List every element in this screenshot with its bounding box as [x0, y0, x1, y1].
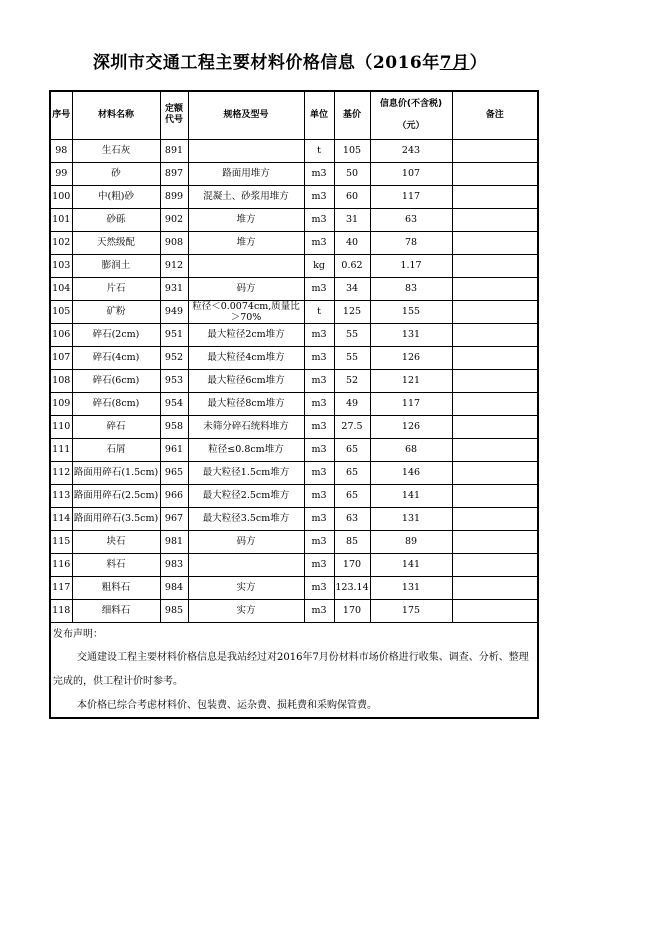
cell-price: 107: [370, 162, 452, 185]
cell-unit: m3: [304, 392, 334, 415]
table-row: [50, 392, 538, 415]
cell-seq: 107: [50, 346, 72, 369]
cell-name: 粗料石: [72, 576, 160, 599]
cell-base: 60: [334, 185, 370, 208]
cell-base: 49: [334, 392, 370, 415]
cell-price: 131: [370, 507, 452, 530]
cell-seq: 108: [50, 369, 72, 392]
col-base: 基价: [334, 91, 370, 139]
cell-spec: 粒径＜0.0074cm,质量比＞70%: [188, 300, 304, 323]
table-row: [50, 599, 538, 622]
cell-code: 981: [160, 530, 188, 553]
cell-base: 65: [334, 438, 370, 461]
cell-price: 131: [370, 576, 452, 599]
cell-note: [452, 162, 538, 185]
cell-seq: 112: [50, 461, 72, 484]
table-row: [50, 254, 538, 277]
cell-note: [452, 576, 538, 599]
cell-price: 141: [370, 484, 452, 507]
cell-spec: 最大粒径4cm堆方: [188, 346, 304, 369]
col-spec: 规格及型号: [188, 91, 304, 139]
table-row: [50, 277, 538, 300]
col-note: 备注: [452, 91, 538, 139]
cell-seq: 100: [50, 185, 72, 208]
cell-spec: 混凝土、砂浆用堆方: [188, 185, 304, 208]
cell-name: 路面用碎石(2.5cm): [72, 484, 160, 507]
cell-price: 78: [370, 231, 452, 254]
table-row: [50, 438, 538, 461]
table-row: [50, 208, 538, 231]
cell-code: 967: [160, 507, 188, 530]
cell-unit: m3: [304, 208, 334, 231]
cell-seq: 117: [50, 576, 72, 599]
cell-note: [452, 231, 538, 254]
cell-base: 170: [334, 553, 370, 576]
cell-note: [452, 553, 538, 576]
cell-note: [452, 530, 538, 553]
table-row: [50, 530, 538, 553]
cell-note: [452, 507, 538, 530]
cell-seq: 118: [50, 599, 72, 622]
cell-spec: 码方: [188, 530, 304, 553]
cell-code: 908: [160, 231, 188, 254]
cell-code: 931: [160, 277, 188, 300]
cell-price: 146: [370, 461, 452, 484]
cell-price: 83: [370, 277, 452, 300]
cell-seq: 111: [50, 438, 72, 461]
footer-para2: 本价格已综合考虑材料价、包装费、运杂费、损耗费和采购保管费。: [50, 694, 538, 718]
cell-spec: 最大粒径6cm堆方: [188, 369, 304, 392]
cell-seq: 99: [50, 162, 72, 185]
col-code: 定额 代号: [160, 91, 188, 139]
col-seq: 序号: [50, 91, 72, 139]
cell-base: 40: [334, 231, 370, 254]
table-row: [50, 553, 538, 576]
cell-price: 141: [370, 553, 452, 576]
table-row: [50, 162, 538, 185]
cell-price: 121: [370, 369, 452, 392]
cell-name: 碎石: [72, 415, 160, 438]
cell-base: 52: [334, 369, 370, 392]
cell-base: 65: [334, 461, 370, 484]
cell-unit: m3: [304, 346, 334, 369]
cell-unit: t: [304, 300, 334, 323]
cell-code: 953: [160, 369, 188, 392]
cell-unit: m3: [304, 323, 334, 346]
cell-code: 958: [160, 415, 188, 438]
cell-base: 125: [334, 300, 370, 323]
cell-base: 123.14: [334, 576, 370, 599]
cell-note: [452, 415, 538, 438]
cell-seq: 101: [50, 208, 72, 231]
table-row: [50, 576, 538, 599]
cell-note: [452, 461, 538, 484]
col-unit: 单位: [304, 91, 334, 139]
cell-code: 983: [160, 553, 188, 576]
cell-unit: m3: [304, 277, 334, 300]
cell-unit: m3: [304, 162, 334, 185]
cell-base: 63: [334, 507, 370, 530]
cell-name: 块石: [72, 530, 160, 553]
cell-spec: [188, 254, 304, 277]
cell-seq: 109: [50, 392, 72, 415]
cell-unit: m3: [304, 599, 334, 622]
cell-base: 55: [334, 346, 370, 369]
cell-code: 891: [160, 139, 188, 162]
cell-seq: 110: [50, 415, 72, 438]
cell-base: 105: [334, 139, 370, 162]
cell-price: 131: [370, 323, 452, 346]
cell-note: [452, 139, 538, 162]
cell-name: 膨润土: [72, 254, 160, 277]
cell-price: 117: [370, 185, 452, 208]
cell-unit: m3: [304, 507, 334, 530]
cell-code: 912: [160, 254, 188, 277]
table-row: [50, 323, 538, 346]
cell-spec: 未筛分碎石统料堆方: [188, 415, 304, 438]
cell-price: 1.17: [370, 254, 452, 277]
cell-name: 料石: [72, 553, 160, 576]
cell-code: 984: [160, 576, 188, 599]
cell-name: 碎石(2cm): [72, 323, 160, 346]
table-row: [50, 300, 538, 323]
cell-note: [452, 277, 538, 300]
cell-note: [452, 208, 538, 231]
cell-price: 243: [370, 139, 452, 162]
cell-code: 985: [160, 599, 188, 622]
cell-spec: 堆方: [188, 208, 304, 231]
cell-seq: 102: [50, 231, 72, 254]
cell-spec: 实方: [188, 599, 304, 622]
table-row: [50, 139, 538, 162]
cell-price: 68: [370, 438, 452, 461]
cell-price: 155: [370, 300, 452, 323]
cell-base: 34: [334, 277, 370, 300]
col-price: 信息价(不含税) （元）: [370, 91, 452, 139]
cell-base: 50: [334, 162, 370, 185]
cell-spec: 最大粒径2.5cm堆方: [188, 484, 304, 507]
cell-base: 55: [334, 323, 370, 346]
cell-note: [452, 346, 538, 369]
table-row: [50, 369, 538, 392]
cell-price: 126: [370, 415, 452, 438]
cell-base: 31: [334, 208, 370, 231]
cell-seq: 103: [50, 254, 72, 277]
cell-unit: m3: [304, 461, 334, 484]
cell-spec: [188, 139, 304, 162]
footer-heading: 发布声明：: [50, 622, 538, 646]
cell-base: 65: [334, 484, 370, 507]
cell-base: 85: [334, 530, 370, 553]
cell-note: [452, 254, 538, 277]
cell-price: 126: [370, 346, 452, 369]
cell-name: 片石: [72, 277, 160, 300]
cell-note: [452, 599, 538, 622]
cell-note: [452, 484, 538, 507]
cell-unit: m3: [304, 553, 334, 576]
table-row: [50, 461, 538, 484]
cell-base: 0.62: [334, 254, 370, 277]
cell-price: 89: [370, 530, 452, 553]
cell-unit: m3: [304, 484, 334, 507]
price-table: [49, 90, 539, 719]
table-row: [50, 346, 538, 369]
cell-name: 细料石: [72, 599, 160, 622]
cell-name: 矿粉: [72, 300, 160, 323]
cell-name: 天然级配: [72, 231, 160, 254]
cell-name: 碎石(6cm): [72, 369, 160, 392]
cell-unit: m3: [304, 576, 334, 599]
cell-name: 碎石(4cm): [72, 346, 160, 369]
cell-note: [452, 369, 538, 392]
cell-code: 954: [160, 392, 188, 415]
cell-spec: 最大粒径2cm堆方: [188, 323, 304, 346]
cell-name: 碎石(8cm): [72, 392, 160, 415]
table-row: [50, 484, 538, 507]
cell-seq: 104: [50, 277, 72, 300]
cell-unit: m3: [304, 415, 334, 438]
cell-name: 砂: [72, 162, 160, 185]
cell-name: 路面用碎石(3.5cm): [72, 507, 160, 530]
cell-unit: m3: [304, 231, 334, 254]
cell-unit: m3: [304, 185, 334, 208]
cell-code: 966: [160, 484, 188, 507]
cell-seq: 113: [50, 484, 72, 507]
cell-unit: m3: [304, 369, 334, 392]
cell-note: [452, 392, 538, 415]
cell-name: 中(粗)砂: [72, 185, 160, 208]
cell-name: 生石灰: [72, 139, 160, 162]
header-row: [50, 91, 538, 139]
cell-price: 63: [370, 208, 452, 231]
cell-name: 石屑: [72, 438, 160, 461]
cell-note: [452, 438, 538, 461]
cell-spec: 最大粒径3.5cm堆方: [188, 507, 304, 530]
cell-seq: 105: [50, 300, 72, 323]
cell-code: 961: [160, 438, 188, 461]
cell-seq: 116: [50, 553, 72, 576]
table-row: [50, 507, 538, 530]
cell-spec: 路面用堆方: [188, 162, 304, 185]
cell-note: [452, 300, 538, 323]
cell-price: 117: [370, 392, 452, 415]
cell-price: 175: [370, 599, 452, 622]
cell-spec: 最大粒径8cm堆方: [188, 392, 304, 415]
cell-code: 951: [160, 323, 188, 346]
cell-unit: m3: [304, 438, 334, 461]
cell-code: 902: [160, 208, 188, 231]
table-row: [50, 185, 538, 208]
cell-base: 27.5: [334, 415, 370, 438]
table-row: [50, 415, 538, 438]
cell-seq: 106: [50, 323, 72, 346]
cell-seq: 98: [50, 139, 72, 162]
footer-para1: 交通建设工程主要材料价格信息是我站经过对2016年7月份材料市场价格进行收集、调查、分析、整理完成的，供工程计价时参考。: [50, 646, 538, 694]
cell-name: 砂砾: [72, 208, 160, 231]
cell-code: 952: [160, 346, 188, 369]
cell-code: 965: [160, 461, 188, 484]
cell-unit: m3: [304, 530, 334, 553]
page-title: 深圳市交通工程主要材料价格信息（2016年7月）: [92, 53, 488, 73]
cell-base: 170: [334, 599, 370, 622]
cell-spec: 实方: [188, 576, 304, 599]
cell-unit: kg: [304, 254, 334, 277]
cell-note: [452, 323, 538, 346]
col-name: 材料名称: [72, 91, 160, 139]
table-row: [50, 231, 538, 254]
cell-spec: 码方: [188, 277, 304, 300]
cell-spec: 粒径≤0.8cm堆方: [188, 438, 304, 461]
cell-code: 949: [160, 300, 188, 323]
title-month: 7月: [439, 53, 470, 73]
cell-seq: 114: [50, 507, 72, 530]
cell-unit: t: [304, 139, 334, 162]
cell-spec: [188, 553, 304, 576]
cell-name: 路面用碎石(1.5cm): [72, 461, 160, 484]
cell-spec: 堆方: [188, 231, 304, 254]
cell-code: 899: [160, 185, 188, 208]
cell-spec: 最大粒径1.5cm堆方: [188, 461, 304, 484]
cell-note: [452, 185, 538, 208]
cell-seq: 115: [50, 530, 72, 553]
cell-code: 897: [160, 162, 188, 185]
